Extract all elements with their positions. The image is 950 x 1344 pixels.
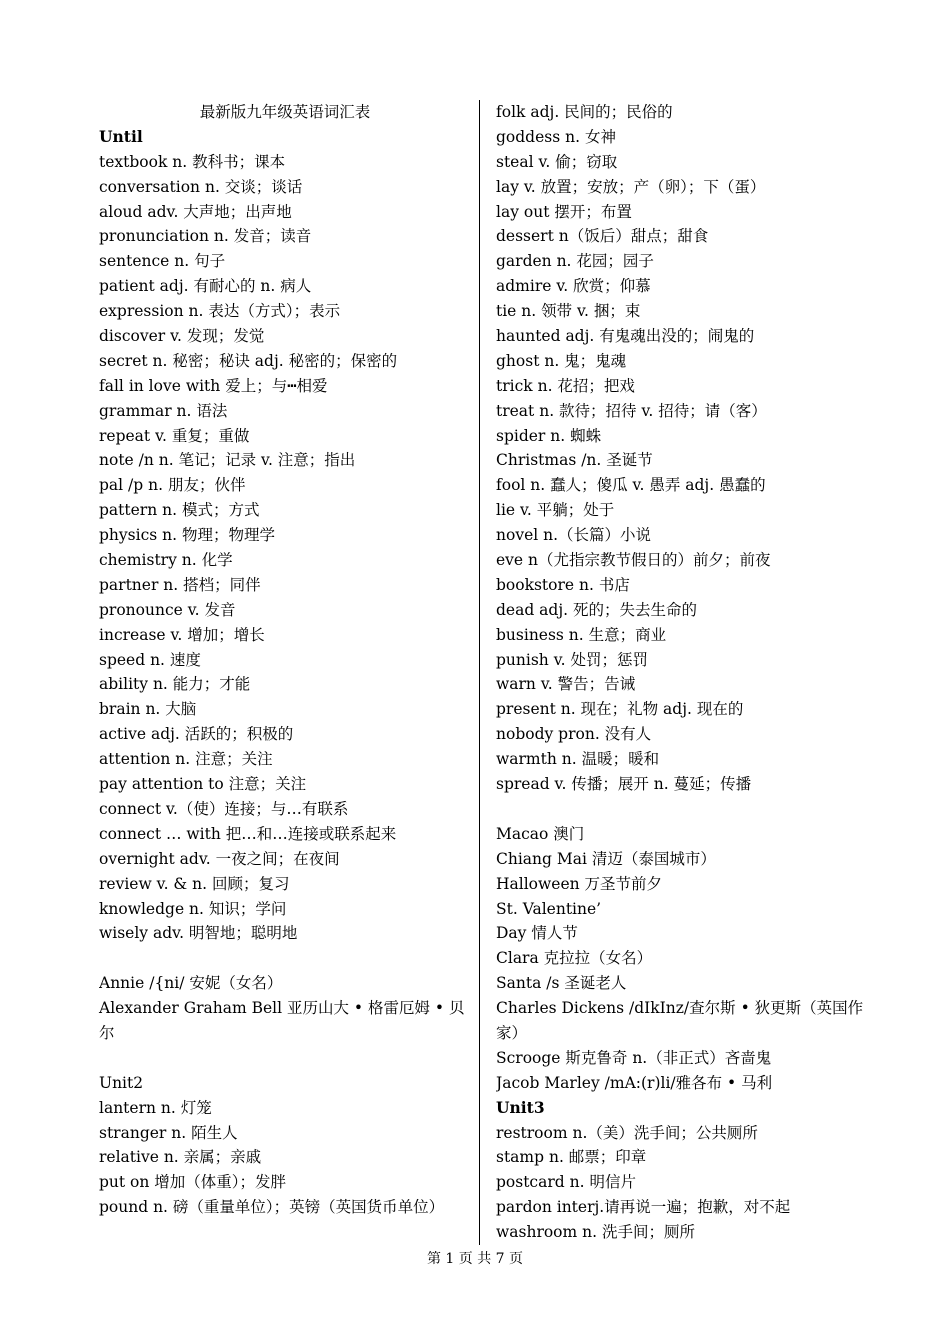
vocab-entry: discover v. 发现；发觉 bbox=[99, 327, 265, 346]
vocab-entry: goddess n. 女神 bbox=[496, 127, 616, 146]
vocab-entry: pronounce v. 发音 bbox=[99, 600, 236, 619]
vocab-entry: increase v. 增加；增长 bbox=[99, 625, 265, 644]
column-divider bbox=[479, 100, 480, 1245]
vocab-entry: admire v. 欣赏；仰慕 bbox=[496, 277, 651, 296]
vocab-entry: tie n. 领带 v. 捆；束 bbox=[496, 302, 641, 321]
vocab-entry: connect … with 把…和…连接或联系起来 bbox=[99, 824, 397, 843]
vocab-entry: lantern n. 灯笼 bbox=[99, 1098, 212, 1117]
vocab-entry: stranger n. 陌生人 bbox=[99, 1123, 238, 1142]
blank-line bbox=[496, 797, 868, 822]
vocab-entry: folk adj. 民间的；民俗的 bbox=[496, 103, 673, 121]
vocab-entry: Chiang Mai 清迈（泰国城市） bbox=[496, 849, 716, 868]
vocab-entry: sentence n. 句子 bbox=[99, 252, 226, 271]
vocab-entry: brain n. 大脑 bbox=[99, 700, 197, 719]
vocab-entry: Unit3 bbox=[496, 1097, 545, 1117]
vocab-entry: lay out 摆开；布置 bbox=[496, 202, 632, 221]
vocab-entry: treat n. 款待；招待 v. 招待；请（客） bbox=[496, 401, 767, 420]
vocab-entry: business n. 生意；商业 bbox=[496, 625, 667, 644]
vocab-entry: grammar n. 语法 bbox=[99, 401, 228, 420]
vocab-entry: physics n. 物理；物理学 bbox=[99, 526, 275, 545]
vocab-entry: overnight adv. 一夜之间；在夜间 bbox=[99, 849, 340, 868]
vocab-entry: trick n. 花招；把戏 bbox=[496, 376, 635, 395]
vocab-entry: Santa /s 圣诞老人 bbox=[496, 974, 627, 993]
vocab-entry: Charles Dickens /dIkInz/查尔斯 • 狄更斯（英国作家） bbox=[496, 999, 864, 1042]
vocab-entry: spider n. 蜘蛛 bbox=[496, 426, 602, 445]
page-title: 最新版九年级英语词汇表 bbox=[199, 103, 371, 121]
vocab-entry: St. Valentine’ bbox=[496, 899, 602, 918]
left-vocab-list bbox=[99, 125, 471, 1220]
vocab-entry: Until bbox=[99, 126, 143, 146]
vocab-entry: fall in love with 爱上；与┅相爱 bbox=[99, 376, 328, 395]
vocab-entry: ghost n. 鬼；鬼魂 bbox=[496, 351, 627, 370]
vocab-entry: steal v. 偷；窃取 bbox=[496, 152, 618, 171]
vocab-entry: Clara 克拉拉（女名） bbox=[496, 949, 653, 968]
vocab-entry: lay v. 放置；安放；产（卵）；下（蛋） bbox=[496, 177, 766, 196]
vocab-entry: spread v. 传播；展开 n. 蔓延；传播 bbox=[496, 775, 752, 794]
vocab-entry: active adj. 活跃的；积极的 bbox=[99, 725, 294, 744]
vocab-entry: pattern n. 模式；方式 bbox=[99, 501, 260, 520]
vocab-entry: review v. & n. 回顾；复习 bbox=[99, 874, 290, 893]
right-vocab-list bbox=[496, 100, 868, 1245]
vocab-entry: Jacob Marley /mA:(r)li/雅各布 • 马利 bbox=[496, 1073, 773, 1092]
vocab-entry: dead adj. 死的；失去生命的 bbox=[496, 600, 698, 619]
vocab-entry: textbook n. 教科书；课本 bbox=[99, 152, 286, 171]
vocab-entry: secret n. 秘密；秘诀 adj. 秘密的；保密的 bbox=[99, 351, 398, 370]
vocab-entry: nobody pron. 没有人 bbox=[496, 725, 652, 744]
left-column bbox=[99, 100, 471, 1220]
vocab-entry: Unit2 bbox=[99, 1073, 144, 1092]
vocab-entry: Macao 澳门 bbox=[496, 824, 585, 843]
vocab-entry: note /n n. 笔记；记录 v. 注意；指出 bbox=[99, 451, 356, 470]
vocab-entry: eve n（尤指宗教节假日的）前夕；前夜 bbox=[496, 551, 771, 570]
right-column bbox=[496, 100, 868, 1245]
vocab-entry: bookstore n. 书店 bbox=[496, 575, 630, 594]
vocab-entry: wisely adv. 明智地；聪明地 bbox=[99, 924, 298, 943]
vocab-entry: washroom n. 洗手间；厕所 bbox=[496, 1223, 695, 1242]
vocab-entry: postcard n. 明信片 bbox=[496, 1173, 636, 1192]
vocab-entry: attention n. 注意；关注 bbox=[99, 750, 273, 769]
vocab-entry: Scrooge 斯克鲁奇 n.（非正式）吝啬鬼 bbox=[496, 1048, 772, 1067]
vocab-entry: stamp n. 邮票；印章 bbox=[496, 1148, 647, 1167]
vocab-entry: repeat v. 重复；重做 bbox=[99, 426, 250, 445]
vocab-entry: haunted adj. 有鬼魂出没的；闹鬼的 bbox=[496, 327, 755, 346]
vocab-entry: pay attention to 注意；关注 bbox=[99, 775, 307, 794]
vocab-entry: relative n. 亲属；亲戚 bbox=[99, 1148, 262, 1167]
vocab-entry: punish v. 处罚；惩罚 bbox=[496, 650, 648, 669]
vocab-entry: Day 情人节 bbox=[496, 924, 578, 943]
vocab-entry: garden n. 花园；园子 bbox=[496, 252, 654, 271]
vocab-entry: aloud adv. 大声地；出声地 bbox=[99, 202, 292, 221]
vocab-entry: patient adj. 有耐心的 n. 病人 bbox=[99, 277, 312, 296]
page-footer: 第 1 页 共 7 页 bbox=[426, 1251, 524, 1267]
vocab-entry: pound n. 磅（重量单位）；英镑（英国货币单位） bbox=[99, 1198, 445, 1217]
vocab-entry: pal /p n. 朋友；伙伴 bbox=[99, 476, 246, 495]
vocab-entry: Annie /{ni/ 安妮（女名） bbox=[99, 974, 283, 993]
vocab-entry: warn v. 警告；告诫 bbox=[496, 675, 636, 694]
vocab-entry: warmth n. 温暖；暖和 bbox=[496, 750, 660, 769]
blank-line bbox=[99, 946, 471, 971]
vocab-entry: pronunciation n. 发音；读音 bbox=[99, 227, 312, 246]
vocab-entry: dessert n（饭后）甜点；甜食 bbox=[496, 227, 709, 246]
vocab-entry: lie v. 平躺；处于 bbox=[496, 501, 615, 520]
vocab-entry: Halloween 万圣节前夕 bbox=[496, 874, 663, 893]
vocab-entry: Alexander Graham Bell 亚历山大 • 格雷厄姆 • 贝尔 bbox=[99, 999, 465, 1042]
vocab-entry: novel n.（长篇）小说 bbox=[496, 526, 652, 545]
vocab-entry: restroom n.（美）洗手间；公共厕所 bbox=[496, 1123, 758, 1142]
vocab-entry: present n. 现在；礼物 adj. 现在的 bbox=[496, 700, 744, 719]
vocab-entry: put on 增加（体重）；发胖 bbox=[99, 1173, 287, 1192]
vocab-entry: chemistry n. 化学 bbox=[99, 551, 233, 570]
vocab-entry: expression n. 表达（方式）；表示 bbox=[99, 302, 341, 321]
vocab-entry: connect v.（使）连接；与…有联系 bbox=[99, 799, 349, 818]
blank-line bbox=[99, 1046, 471, 1071]
vocab-entry: ability n. 能力；才能 bbox=[99, 675, 251, 694]
vocab-entry: fool n. 蠢人；傻瓜 v. 愚弄 adj. 愚蠢的 bbox=[496, 476, 766, 495]
vocab-entry: conversation n. 交谈；谈话 bbox=[99, 177, 303, 196]
vocab-entry: Christmas /n. 圣诞节 bbox=[496, 451, 653, 470]
vocab-entry: pardon interj.请再说一遍；抱歉，对不起 bbox=[496, 1198, 791, 1217]
vocab-entry: knowledge n. 知识；学问 bbox=[99, 899, 287, 918]
vocab-entry: partner n. 搭档；同伴 bbox=[99, 575, 261, 594]
vocab-entry: speed n. 速度 bbox=[99, 650, 201, 669]
